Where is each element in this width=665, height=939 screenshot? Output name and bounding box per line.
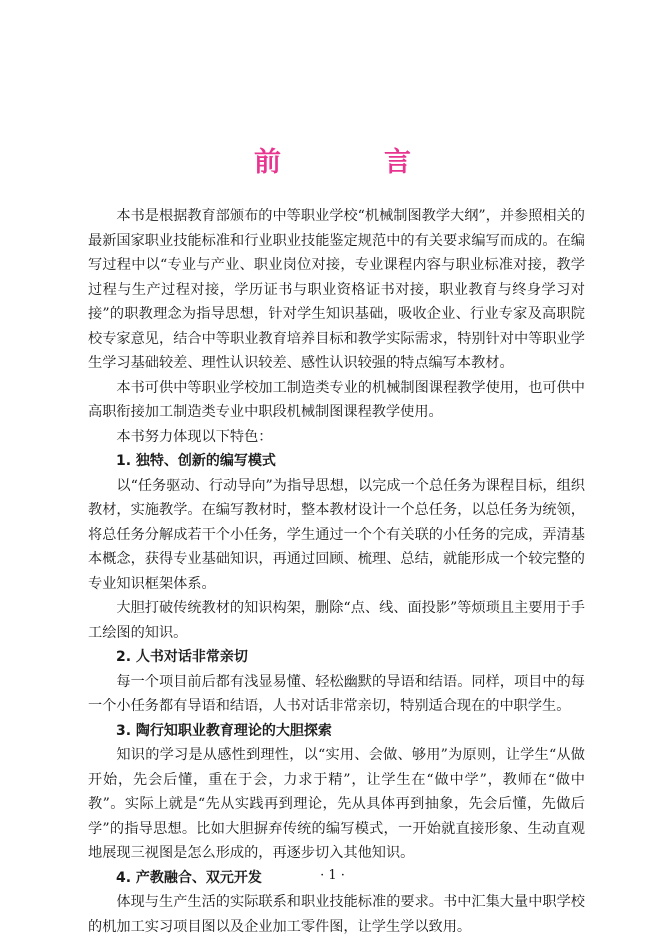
- intro-paragraph: 本书是根据教育部颁布的中等职业学校“机械制图教学大纲”，并参照相关的最新国家职业技能标准和行业职业技能鉴定规范中的有关要求编写而成的。在编写过程中以“专业与产业、职业岗位对接，专业课程内容与职业标准对接，教学过程与生产过程对接，学历证书与职业资格证书对接，职业教育与终身学习对接”的职教理念为指导思想，针对学生知识基础，吸收企业、行业专家及高职院校专家意见，结合中等职业教育培养目标和教学实际需求，特别针对中等职业学生学习基础较差、理性认识较差、感性认识较强的特点编写本教材。: [88, 208, 585, 371]
- section-paragraph: 每一个项目前后都有浅显易懂、轻松幽默的导语和结语。同样，项目中的每一个小任务都有导语和结语，人书对话非常亲切，特别适合现在的中职学生。: [88, 673, 585, 714]
- section-paragraph: 以“任务驱动、行动导向”为指导思想，以完成一个总任务为课程目标，组织教材，实施教学。在编写教材时，整本教材设计一个总任务，以总任务为统领，将总任务分解成若干个小任务，学生通过一个个有关联的小任务的完成，弄清基本概念，获得专业基础知识，再通过回顾、梳理、总结，就能形成一个较完整的专业知识框架体系。: [88, 477, 585, 592]
- page-title: 前 言: [254, 147, 449, 178]
- intro-paragraph: 本书努力体现以下特色：: [116, 428, 273, 445]
- section-heading: 1. 独特、创新的编写模式: [116, 453, 276, 469]
- section-paragraph: 体现与生产生活的实际联系和职业技能标准的要求。书中汇集大量中职学校的机加工实习项目图以及企业加工零件图，让学生学以致用。: [88, 894, 585, 935]
- section-paragraph: 大胆打破传统教材的知识构架，删除“点、线、面投影”等烦琐且主要用于手工绘图的知识。: [88, 600, 585, 641]
- section-heading: 3. 陶行知职业教育理论的大胆探索: [116, 722, 332, 739]
- section-heading: 2. 人书对话非常亲切: [116, 649, 248, 665]
- document-body: [88, 204, 585, 939]
- section-heading: 4. 产教融合、双元开发: [116, 869, 262, 886]
- intro-paragraph: 本书可供中等职业学校加工制造类专业的机械制图课程教学使用，也可供中高职衔接加工制造类专业中职段机械制图课程教学使用。: [88, 379, 585, 420]
- page-number: · 1 ·: [320, 868, 345, 883]
- section-paragraph: 知识的学习是从感性到理性，以“实用、会做、够用”为原则，让学生“从做开始，先会后懂，重在于会，力求于精”，让学生在“做中学”，教师在“做中教”。实际上就是“先从实践再到理论，先从具体再到抽象，先会后懂，先做后学”的指导思想。比如大胆摒弃传统的编写模式，一开始就直接形象、生动直观地展现三视图是怎么形成的，再逐步切入其他知识。: [88, 747, 585, 861]
